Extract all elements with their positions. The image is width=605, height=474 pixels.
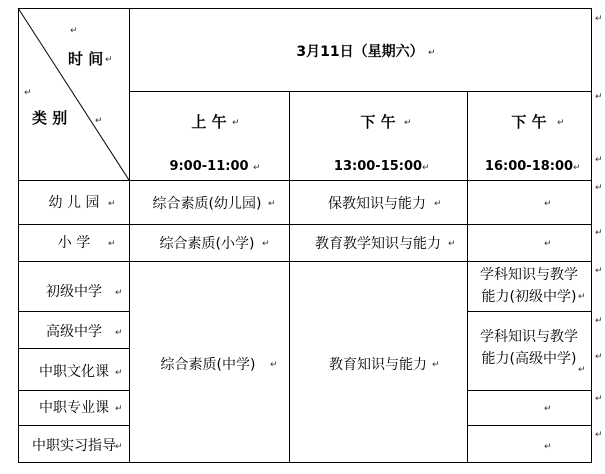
cell-junior-late-line-2: 能力(初级中学) xyxy=(481,289,577,305)
session-3-time: 16:00-18:00 xyxy=(484,159,574,174)
category-vocational-practice: 中职实习指导 xyxy=(32,438,116,454)
row-line-3 xyxy=(18,311,129,312)
paragraph-mark: ↵ xyxy=(262,239,270,249)
paragraph-mark: ↵ xyxy=(573,163,581,173)
cell-primary-am: 综合素质(小学) xyxy=(159,236,255,252)
cell-secondary-am: 综合素质(中学) xyxy=(160,357,256,373)
paragraph-mark: ↵ xyxy=(544,199,552,209)
paragraph-mark: ↵ xyxy=(115,328,123,338)
paragraph-mark: ↵ xyxy=(544,404,552,414)
paragraph-mark: ↵ xyxy=(595,92,603,102)
paragraph-mark: ↵ xyxy=(595,430,603,440)
paragraph-mark: ↵ xyxy=(428,48,436,58)
row-line-1 xyxy=(18,224,592,225)
category-senior-high: 高级中学 xyxy=(46,324,102,340)
paragraph-mark: ↵ xyxy=(434,199,442,209)
session-1-time: 9:00-11:00 xyxy=(169,159,249,174)
paragraph-mark: ↵ xyxy=(578,292,586,302)
paragraph-mark: ↵ xyxy=(115,404,123,414)
cell-junior-late-line-1: 学科知识与教学 xyxy=(480,267,578,283)
paragraph-mark: ↵ xyxy=(544,442,552,452)
category-vocational-specialty: 中职专业课 xyxy=(39,400,109,416)
session-2-time: 13:00-15:00 xyxy=(333,159,423,174)
header-category-label: 类 别 xyxy=(32,109,68,127)
header-time-label: 时 间 xyxy=(68,50,104,68)
paragraph-mark: ↵ xyxy=(595,228,603,238)
session-3-label: 下 午 xyxy=(511,113,547,131)
paragraph-mark: ↵ xyxy=(115,442,123,452)
paragraph-mark: ↵ xyxy=(422,163,430,173)
cell-primary-pm: 教育教学知识与能力 xyxy=(315,236,441,252)
cell-senior-late-line-1: 学科知识与教学 xyxy=(480,329,578,345)
paragraph-mark: ↵ xyxy=(108,199,116,209)
paragraph-mark: ↵ xyxy=(108,239,116,249)
paragraph-mark: ↵ xyxy=(595,183,603,193)
row-line-4 xyxy=(18,348,129,349)
paragraph-mark: ↵ xyxy=(253,163,261,173)
cell-senior-late-line-2: 能力(高级中学) xyxy=(481,351,577,367)
category-primary: 小 学 xyxy=(57,235,91,251)
paragraph-mark: ↵ xyxy=(448,239,456,249)
header-date: 3月11日（星期六） xyxy=(296,44,424,60)
paragraph-mark: ↵ xyxy=(595,316,603,326)
paragraph-mark: ↵ xyxy=(115,368,123,378)
paragraph-mark: ↵ xyxy=(578,365,586,375)
paragraph-mark: ↵ xyxy=(595,14,603,24)
date-row-bottom xyxy=(129,91,592,92)
border-bottom xyxy=(18,462,592,463)
paragraph-mark: ↵ xyxy=(432,360,440,370)
category-junior-high: 初级中学 xyxy=(46,284,102,300)
paragraph-mark: ↵ xyxy=(105,55,113,65)
late-row-line-2 xyxy=(467,390,592,391)
session-2-label: 下 午 xyxy=(360,113,396,131)
paragraph-mark: ↵ xyxy=(95,116,103,126)
paragraph-mark: ↵ xyxy=(24,88,32,98)
late-row-line-3 xyxy=(467,425,592,426)
border-right xyxy=(591,8,592,463)
row-line-5 xyxy=(18,390,129,391)
col-divider-3 xyxy=(467,91,468,463)
paragraph-mark: ↵ xyxy=(232,118,240,128)
paragraph-mark: ↵ xyxy=(557,118,565,128)
category-kindergarten: 幼 儿 园 xyxy=(48,195,100,211)
row-line-6 xyxy=(18,425,129,426)
late-row-line-1 xyxy=(467,311,592,312)
paragraph-mark: ↵ xyxy=(544,239,552,249)
cell-junior-late xyxy=(480,264,578,308)
cell-senior-late xyxy=(480,326,578,370)
paragraph-mark: ↵ xyxy=(404,118,412,128)
paragraph-mark: ↵ xyxy=(70,26,78,36)
paragraph-mark: ↵ xyxy=(595,155,603,165)
cell-secondary-pm: 教育知识与能力 xyxy=(329,357,427,373)
paragraph-mark: ↵ xyxy=(595,266,603,276)
paragraph-mark: ↵ xyxy=(595,394,603,404)
row-line-2 xyxy=(18,261,592,262)
session-1-label: 上 午 xyxy=(191,113,227,131)
paragraph-mark: ↵ xyxy=(115,288,123,298)
col-divider-2 xyxy=(289,91,290,463)
category-vocational-culture: 中职文化课 xyxy=(39,364,109,380)
cell-kindergarten-pm: 保教知识与能力 xyxy=(328,196,426,212)
paragraph-mark: ↵ xyxy=(595,352,603,362)
cell-kindergarten-am: 综合素质(幼儿园) xyxy=(152,196,262,212)
paragraph-mark: ↵ xyxy=(270,360,278,370)
paragraph-mark: ↵ xyxy=(268,199,276,209)
